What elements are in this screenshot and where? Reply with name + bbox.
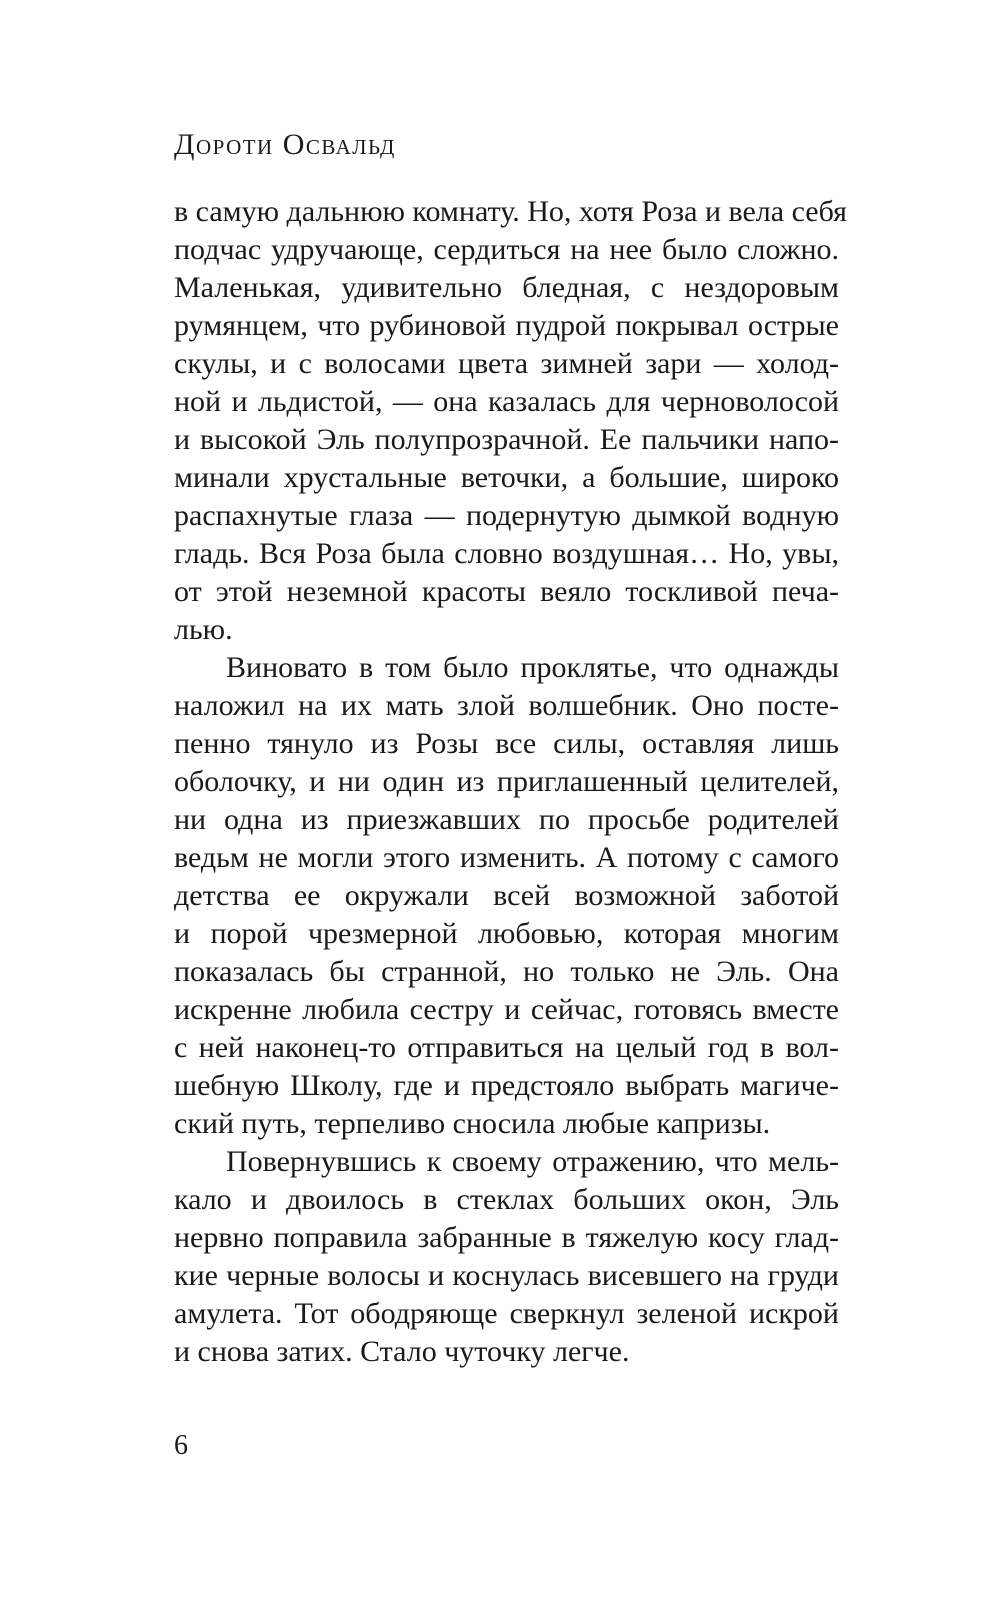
text-line: румянцем, что рубиновой пудрой покрывал острые xyxy=(174,309,839,342)
text-line: пенно тянуло из Розы все силы, оставляя лишь xyxy=(174,727,839,760)
text-line: от этой неземной красоты веяло тоскливой печа- xyxy=(174,575,839,608)
text-line: ведьм не могли этого изменить. А потому с самого xyxy=(174,841,839,874)
text-line: нервно поправила забранные в тяжелую косу глад- xyxy=(174,1221,839,1254)
text-line: ский путь, терпеливо сносила любые капризы. xyxy=(174,1107,771,1140)
text-line: искренне любила сестру и сейчас, готовясь вместе xyxy=(174,993,839,1026)
text-line: минали хрустальные веточки, а большие, широко xyxy=(174,461,839,494)
text-line: подчас удручающе, сердиться на нее было сложно. xyxy=(174,233,839,266)
page-number: 6 xyxy=(174,1430,188,1461)
text-line: ни одна из приезжавших по просьбе родителей xyxy=(174,803,839,836)
text-line: и порой чрезмерной любовью, которая многим xyxy=(174,917,839,950)
text-line: детства ее окружали всей возможной заботой xyxy=(174,879,839,912)
text-line: с ней наконец-то отправиться на целый год в вол- xyxy=(174,1031,839,1064)
text-line: распахнутые глаза — подернутую дымкой водную xyxy=(174,499,839,532)
text-line: Маленькая, удивительно бледная, с нездоровым xyxy=(174,271,839,304)
text-line: лью. xyxy=(174,613,233,646)
text-line: наложил на их мать злой волшебник. Оно посте- xyxy=(174,689,839,722)
text-line: гладь. Вся Роза была словно воздушная… Но, увы, xyxy=(174,537,839,570)
text-line: показалась бы странной, но только не Эль. Она xyxy=(174,955,839,988)
text-line: кие черные волосы и коснулась висевшего на груди xyxy=(174,1259,839,1292)
text-line: скулы, и с волосами цвета зимней зари — холод- xyxy=(174,347,839,380)
running-head-author: Дороти Освальд xyxy=(174,128,396,161)
text-line: кало и двоилось в стеклах больших окон, Эль xyxy=(174,1183,839,1216)
body-text xyxy=(174,193,847,1371)
text-line-paragraph-start: Повернувшись к своему отражению, что мель- xyxy=(226,1145,839,1178)
text-line: ной и льдистой, — она казалась для черноволосой xyxy=(174,385,839,418)
text-line: шебную Школу, где и предстояло выбрать магиче- xyxy=(174,1069,839,1102)
text-line: и снова затих. Стало чуточку легче. xyxy=(174,1335,630,1368)
text-line: амулета. Тот ободряюще сверкнул зеленой искрой xyxy=(174,1297,839,1330)
text-line-paragraph-start: Виновато в том было проклятье, что однажды xyxy=(226,651,839,684)
text-line: и высокой Эль полупрозрачной. Ее пальчики напо- xyxy=(174,423,839,456)
text-line: оболочку, и ни один из приглашенный целителей, xyxy=(174,765,839,798)
text-line: в самую дальнюю комнату. Но, хотя Роза и вела себя xyxy=(174,195,847,228)
